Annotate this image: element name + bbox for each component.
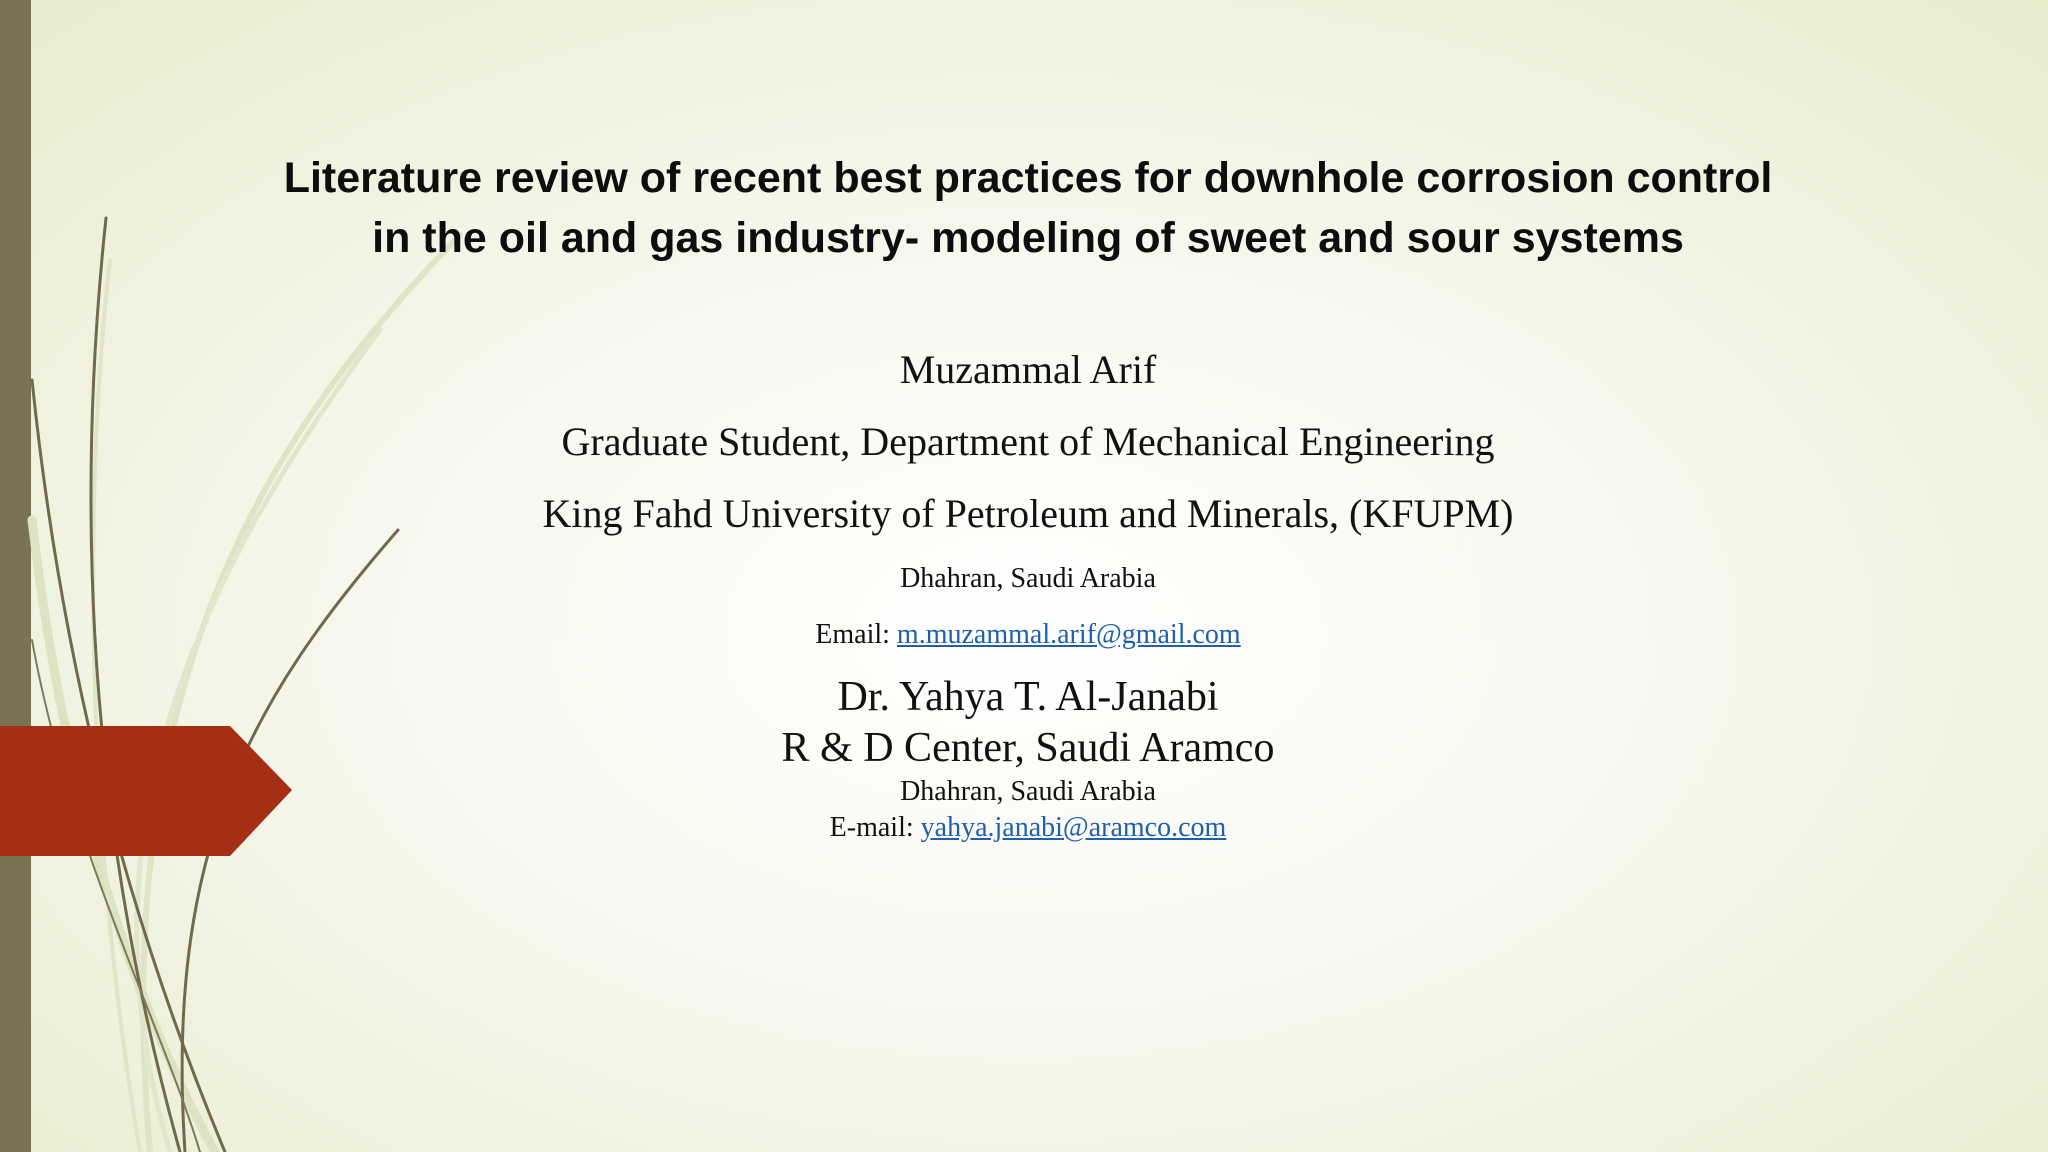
author1-institution: King Fahd University of Petroleum and Minerals, (KFUPM) bbox=[542, 491, 1514, 536]
author1-email-link[interactable]: m.muzammal.arif@gmail.com bbox=[896, 619, 1241, 650]
author1-location: Dhahran, Saudi Arabia bbox=[900, 563, 1156, 594]
author2-name: Dr. Yahya T. Al-Janabi bbox=[837, 674, 1219, 720]
author2-org: R & D Center, Saudi Aramco bbox=[781, 725, 1275, 771]
author2-location: Dhahran, Saudi Arabia bbox=[900, 776, 1156, 807]
author2-email-link[interactable]: yahya.janabi@aramco.com bbox=[920, 812, 1227, 843]
author1-email-line bbox=[0, 619, 2048, 651]
author1-email-label: Email: bbox=[815, 619, 890, 650]
slide-title: Literature review of recent best practices for downhole corrosion control in the oil and gas industry- modeling of sweet and sour systems bbox=[283, 154, 1773, 262]
author2-email-label: E-mail: bbox=[829, 812, 914, 843]
author2-email-line bbox=[0, 812, 2048, 844]
author1-name: Muzammal Arif bbox=[899, 347, 1157, 392]
author1-role: Graduate Student, Department of Mechanical Engineering bbox=[561, 419, 1495, 464]
